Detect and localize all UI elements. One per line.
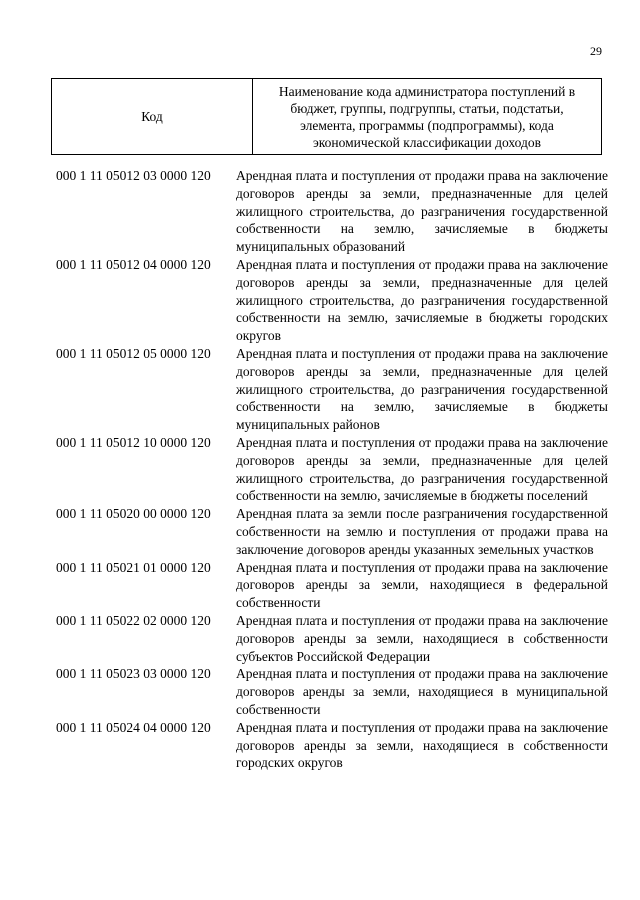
row-code: 000 1 11 05012 10 0000 120 [56, 434, 211, 450]
table-row [56, 167, 608, 256]
row-code: 000 1 11 05022 02 0000 120 [56, 612, 211, 628]
table-row [56, 345, 608, 434]
row-description: Арендная плата и поступления от продажи права на заключение договоров аренды за земли, предназначенные для целей жилищного строительства, до разграничения государственной собственности на землю, зачисляемые в бюджеты муниципальных районов [236, 345, 608, 433]
table-row [56, 434, 608, 505]
table-row [56, 256, 608, 345]
row-description: Арендная плата и поступления от продажи права на заключение договоров аренды за земли, находящиеся в муниципальной собственности [236, 666, 608, 717]
row-code: 000 1 11 05021 01 0000 120 [56, 559, 211, 575]
header-name-cell: Наименование кода администратора поступлений в бюджет, группы, подгруппы, статьи, подстатьи, элемента, программы (подпрограммы), кода экономической классификации доходов [253, 79, 602, 155]
row-code: 000 1 11 05012 04 0000 120 [56, 256, 211, 272]
page-number: 29 [590, 44, 602, 58]
row-code: 000 1 11 05012 03 0000 120 [56, 168, 211, 183]
row-description: Арендная плата и поступления от продажи права на заключение договоров аренды за земли, находящиеся в собственности городских округов [236, 719, 608, 771]
table-row [56, 505, 608, 558]
row-description: Арендная плата за земли после разграничения государственной собственности на землю и поступления от продажи права на заключение договоров аренды указанных земельных участков [236, 506, 608, 557]
row-description: Арендная плата и поступления от продажи права на заключение договоров аренды за земли, находящиеся в собственности субъектов Российской Федерации [236, 612, 608, 664]
row-code: 000 1 11 05020 00 0000 120 [56, 506, 211, 522]
table-header [51, 78, 602, 155]
row-description: Арендная плата и поступления от продажи права на заключение договоров аренды за земли, предназначенные для целей жилищного строительства, до разграничения государственной собственности на землю, зачисляемые в бюджеты городских округов [236, 256, 608, 344]
table-row [56, 719, 608, 772]
table-row [56, 612, 608, 665]
row-description: Арендная плата и поступления от продажи права на заключение договоров аренды за земли, находящиеся в федеральной собственности [236, 559, 608, 611]
row-code: 000 1 11 05012 05 0000 120 [56, 345, 211, 361]
header-code-cell: Код [52, 79, 253, 155]
classification-list [56, 167, 608, 772]
table-row [56, 559, 608, 612]
row-description: Арендная плата и поступления от продажи права на заключение договоров аренды за земли, предназначенные для целей жилищного строительства, до разграничения государственной собственности на землю, зачисляемые в бюджеты муниципальных образований [236, 168, 608, 255]
table-row [56, 665, 608, 718]
row-code: 000 1 11 05024 04 0000 120 [56, 719, 211, 735]
row-description: Арендная плата и поступления от продажи права на заключение договоров аренды за земли, предназначенные для целей жилищного строительства, до разграничения государственной собственности на землю, зачисляемые в бюджеты поселений [236, 434, 608, 504]
row-code: 000 1 11 05023 03 0000 120 [56, 666, 211, 682]
